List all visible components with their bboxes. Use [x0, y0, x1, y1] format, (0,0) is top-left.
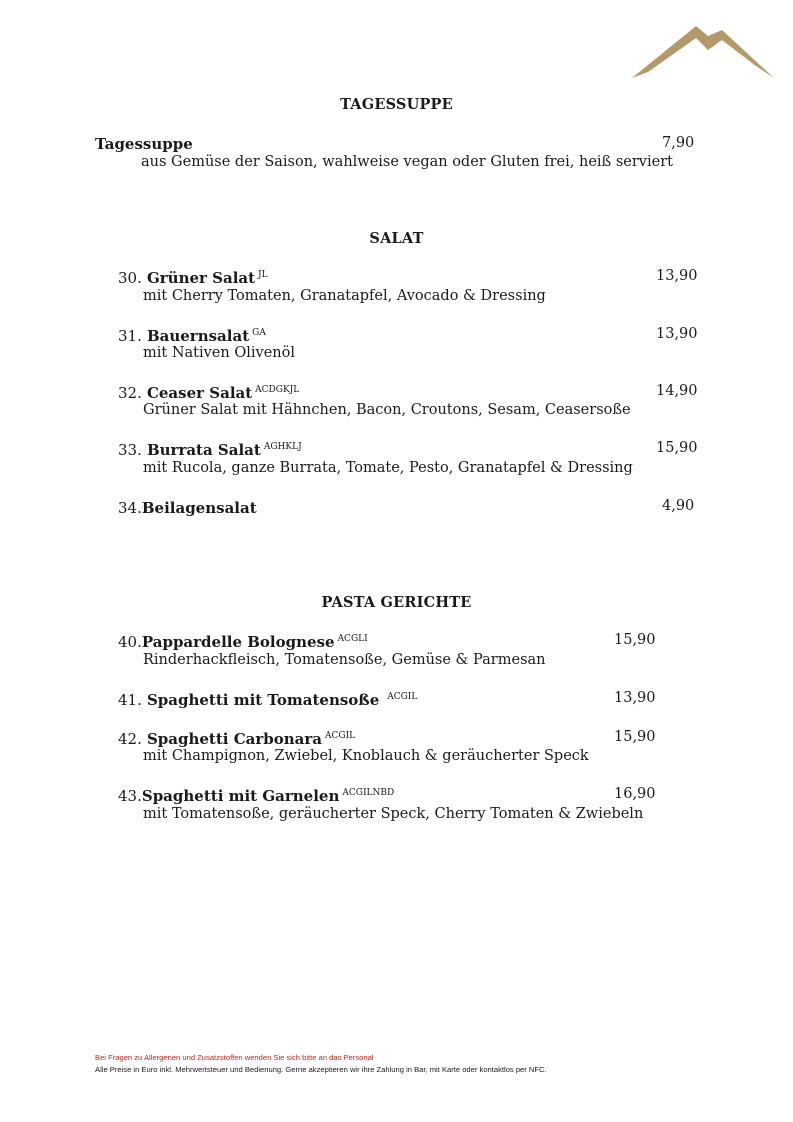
- menu-item-number: 41.: [118, 691, 142, 709]
- menu-item-name: Tagessuppe: [95, 135, 193, 153]
- menu-item-34: [118, 498, 257, 517]
- menu-item-30: [118, 268, 268, 287]
- menu-item-price: 13,90: [656, 326, 698, 342]
- menu-item-name: Pappardelle Bolognese: [141, 633, 335, 651]
- menu-item-price: 16,90: [614, 786, 656, 802]
- menu-item-price: 15,90: [614, 632, 656, 648]
- menu-item-name: Beilagensalat: [141, 499, 257, 517]
- menu-item-number: 43.: [118, 787, 142, 805]
- section-title-tagessuppe: TAGESSUPPE: [340, 96, 453, 113]
- menu-item-number: 40.: [118, 633, 142, 651]
- menu-item-33: [118, 440, 302, 459]
- menu-item-price: 7,90: [662, 135, 695, 151]
- menu-item-name: Bauernsalat: [146, 327, 250, 345]
- menu-item-price: 4,90: [662, 498, 695, 514]
- menu-item-description: mit Rucola, ganze Burrata, Tomate, Pesto, Granatapfel & Dressing: [143, 460, 633, 476]
- menu-item-32: [118, 383, 299, 402]
- menu-item-number: 33.: [118, 441, 142, 459]
- allergen-codes: ACGIL: [387, 692, 418, 702]
- menu-item-description: mit Champignon, Zwiebel, Knoblauch & geräucherter Speck: [143, 748, 589, 764]
- menu-item-number: 32.: [118, 384, 142, 402]
- menu-item-description: mit Tomatensoße, geräucherter Speck, Cherry Tomaten & Zwiebeln: [143, 806, 644, 822]
- menu-item-description: Rinderhackfleisch, Tomatensoße, Gemüse & Parmesan: [143, 652, 546, 668]
- menu-item-number: 42.: [118, 730, 142, 748]
- menu-item-price: 13,90: [614, 690, 656, 706]
- menu-item-number: 30.: [118, 269, 142, 287]
- menu-item-number: 31.: [118, 327, 142, 345]
- allergen-note: Bei Fragen zu Allergenen und Zusatzstoffen wenden Sie sich bitte an das Personal: [95, 1053, 374, 1062]
- allergen-codes: ACDGKJL: [255, 385, 300, 395]
- allergen-codes: ACGLI: [337, 634, 368, 644]
- menu-item-price: 15,90: [656, 440, 698, 456]
- allergen-codes: GA: [252, 328, 266, 338]
- menu-item-43: [118, 786, 394, 805]
- menu-item-description: mit Nativen Olivenöl: [143, 345, 295, 361]
- menu-item-42: [118, 729, 355, 748]
- menu-item-41: [118, 690, 417, 709]
- menu-item-price: 14,90: [656, 383, 698, 399]
- menu-item-name: Burrata Salat: [146, 441, 261, 459]
- allergen-codes: JL: [258, 270, 268, 280]
- allergen-codes: ACGIL: [325, 731, 356, 741]
- menu-item-name: Spaghetti mit Garnelen: [141, 787, 340, 805]
- menu-item-price: 13,90: [656, 268, 698, 284]
- menu-item-name: Ceaser Salat: [146, 384, 253, 402]
- menu-item-description: Grüner Salat mit Hähnchen, Bacon, Croutons, Sesam, Ceasersoße: [143, 402, 631, 418]
- price-note: Alle Preise in Euro inkl. Mehrwertsteuer und Bedienung. Gerne akzeptieren wir ihre Zahlung in Bar, mit Karte oder kontaktlos per NFC.: [95, 1065, 547, 1074]
- allergen-codes: AGHKLJ: [263, 442, 302, 452]
- section-title-salat: SALAT: [369, 230, 424, 247]
- menu-item-name: Grüner Salat: [146, 269, 256, 287]
- mountain-logo: [630, 22, 775, 80]
- menu-item-name: Spaghetti mit Tomatensoße: [146, 691, 380, 709]
- menu-item-price: 15,90: [614, 729, 656, 745]
- menu-item-number: 34.: [118, 499, 142, 517]
- menu-item-31: [118, 326, 266, 345]
- allergen-codes: ACGILNBD: [342, 788, 395, 798]
- section-title-pasta: PASTA GERICHTE: [321, 594, 472, 611]
- menu-item-40: [118, 632, 368, 651]
- menu-item-description: mit Cherry Tomaten, Granatapfel, Avocado & Dressing: [143, 288, 546, 304]
- menu-item-name: Spaghetti Carbonara: [146, 730, 323, 748]
- menu-item-description: aus Gemüse der Saison, wahlweise vegan oder Gluten frei, heiß serviert: [141, 154, 673, 170]
